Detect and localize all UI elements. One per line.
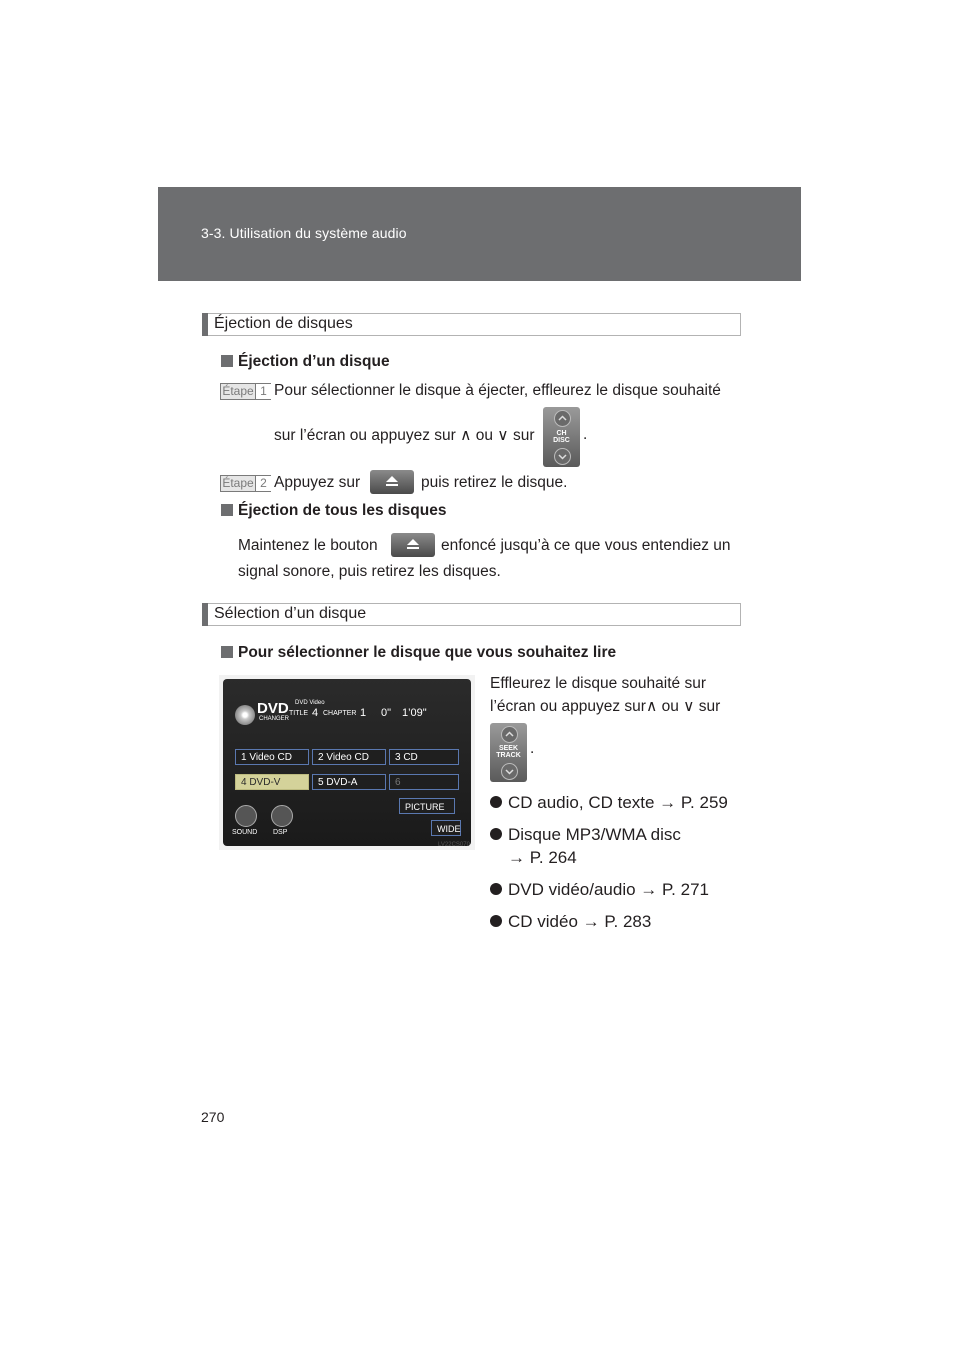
chapter-header	[158, 187, 801, 281]
bullet-dvd: DVD vidéo/audio → P. 271	[490, 880, 709, 900]
step2-pre: Appuyez sur	[274, 474, 361, 491]
para-pre: Maintenez le bouton	[238, 537, 378, 554]
title-value: 4	[312, 707, 319, 719]
up-arrow-icon	[501, 726, 518, 743]
disc-slot-3[interactable]: 3 CD	[389, 749, 459, 765]
eject-icon	[386, 476, 398, 487]
bullet-mp3-wma: Disque MP3/WMA disc	[490, 825, 681, 845]
title-label: TITLE	[289, 710, 309, 717]
step-badge-1: Étape 1	[220, 383, 271, 400]
para-line2: signal sonore, puis retirez les disques.	[238, 563, 501, 580]
section-heading-selection	[202, 603, 741, 626]
bullet-video-cd: CD vidéo → P. 283	[490, 912, 651, 932]
square-bullet-icon	[221, 355, 233, 367]
dvd-logo: DVD	[257, 700, 289, 717]
page-number: 270	[201, 1109, 225, 1125]
section-title: Éjection de disques	[214, 315, 353, 332]
bullet-dot-icon	[490, 915, 502, 927]
bullet-dot-icon	[490, 883, 502, 895]
step1-line1: Pour sélectionner le disque à éjecter, effleurez le disque souhaité	[274, 382, 721, 399]
square-bullet-icon	[221, 646, 233, 658]
select-desc-line1: Effleurez le disque souhaité sur	[490, 675, 706, 692]
dsp-button[interactable]	[271, 805, 293, 827]
seek-track-button-image	[490, 723, 527, 782]
sound-button[interactable]	[235, 805, 257, 827]
disc-icon	[235, 705, 255, 725]
select-desc-period: .	[530, 740, 535, 757]
step1-period: .	[583, 426, 588, 443]
square-bullet-icon	[221, 504, 233, 516]
bullet-dot-icon	[490, 828, 502, 840]
section-title: Sélection d’un disque	[214, 605, 367, 622]
bullet-dot-icon	[490, 796, 502, 808]
bullet-mp3-wma-ref: → P. 264	[508, 848, 577, 867]
wide-button[interactable]: WIDE	[431, 820, 461, 836]
time-elapsed-2: 1’09"	[402, 707, 427, 719]
time-elapsed-1: 0"	[381, 707, 392, 719]
down-arrow-icon	[554, 448, 571, 465]
sound-label: SOUND	[232, 829, 258, 836]
changer-label: CHANGER	[259, 716, 290, 722]
eject-button-image	[370, 470, 414, 494]
step2-post: puis retirez le disque.	[421, 474, 568, 491]
para-post: enfoncé jusqu’à ce que vous entendiez un	[441, 537, 731, 554]
subheading-eject-all: Éjection de tous les disques	[221, 502, 446, 520]
disc-slot-5[interactable]: 5 DVD-A	[312, 774, 386, 790]
step-badge-2: Étape 2	[220, 475, 271, 492]
dsp-label: DSP	[273, 829, 288, 836]
track-label: TRACK	[496, 752, 521, 759]
dvd-changer-screen-image	[219, 675, 475, 850]
down-arrow-icon	[501, 763, 518, 780]
ch-disc-button-image	[543, 407, 580, 467]
disc-slot-1[interactable]: 1 Video CD	[235, 749, 309, 765]
step1-line2: sur l’écran ou appuyez sur ∧ ou ∨ sur	[274, 427, 535, 444]
chapter-title: 3-3. Utilisation du système audio	[201, 225, 407, 241]
subheading-eject-one: Éjection d’un disque	[221, 353, 390, 371]
eject-button-image	[391, 533, 435, 557]
select-desc-line2: l’écran ou appuyez sur∧ ou ∨ sur	[490, 698, 721, 715]
disc-label: DISC	[553, 437, 570, 444]
bullet-cd-audio: CD audio, CD texte → P. 259	[490, 793, 728, 813]
up-arrow-icon	[554, 410, 571, 427]
section-heading-ejection	[202, 313, 741, 336]
disc-slot-6[interactable]: 6	[389, 774, 459, 790]
figure-code: LV22CS070	[438, 842, 470, 848]
subheading-select-disc: Pour sélectionner le disque que vous souhaitez lire	[221, 644, 616, 662]
seek-label: SEEK	[498, 745, 519, 752]
mode-label: DVD Video	[295, 700, 325, 706]
screen-display	[223, 679, 471, 846]
picture-button[interactable]: PICTURE	[399, 798, 455, 814]
chapter-value: 1	[360, 707, 367, 719]
disc-slot-4[interactable]: 4 DVD-V	[235, 774, 309, 790]
ch-label: CH	[556, 430, 567, 437]
disc-slot-2[interactable]: 2 Video CD	[312, 749, 386, 765]
eject-icon	[407, 539, 419, 550]
chapter-label: CHAPTER	[323, 710, 357, 717]
